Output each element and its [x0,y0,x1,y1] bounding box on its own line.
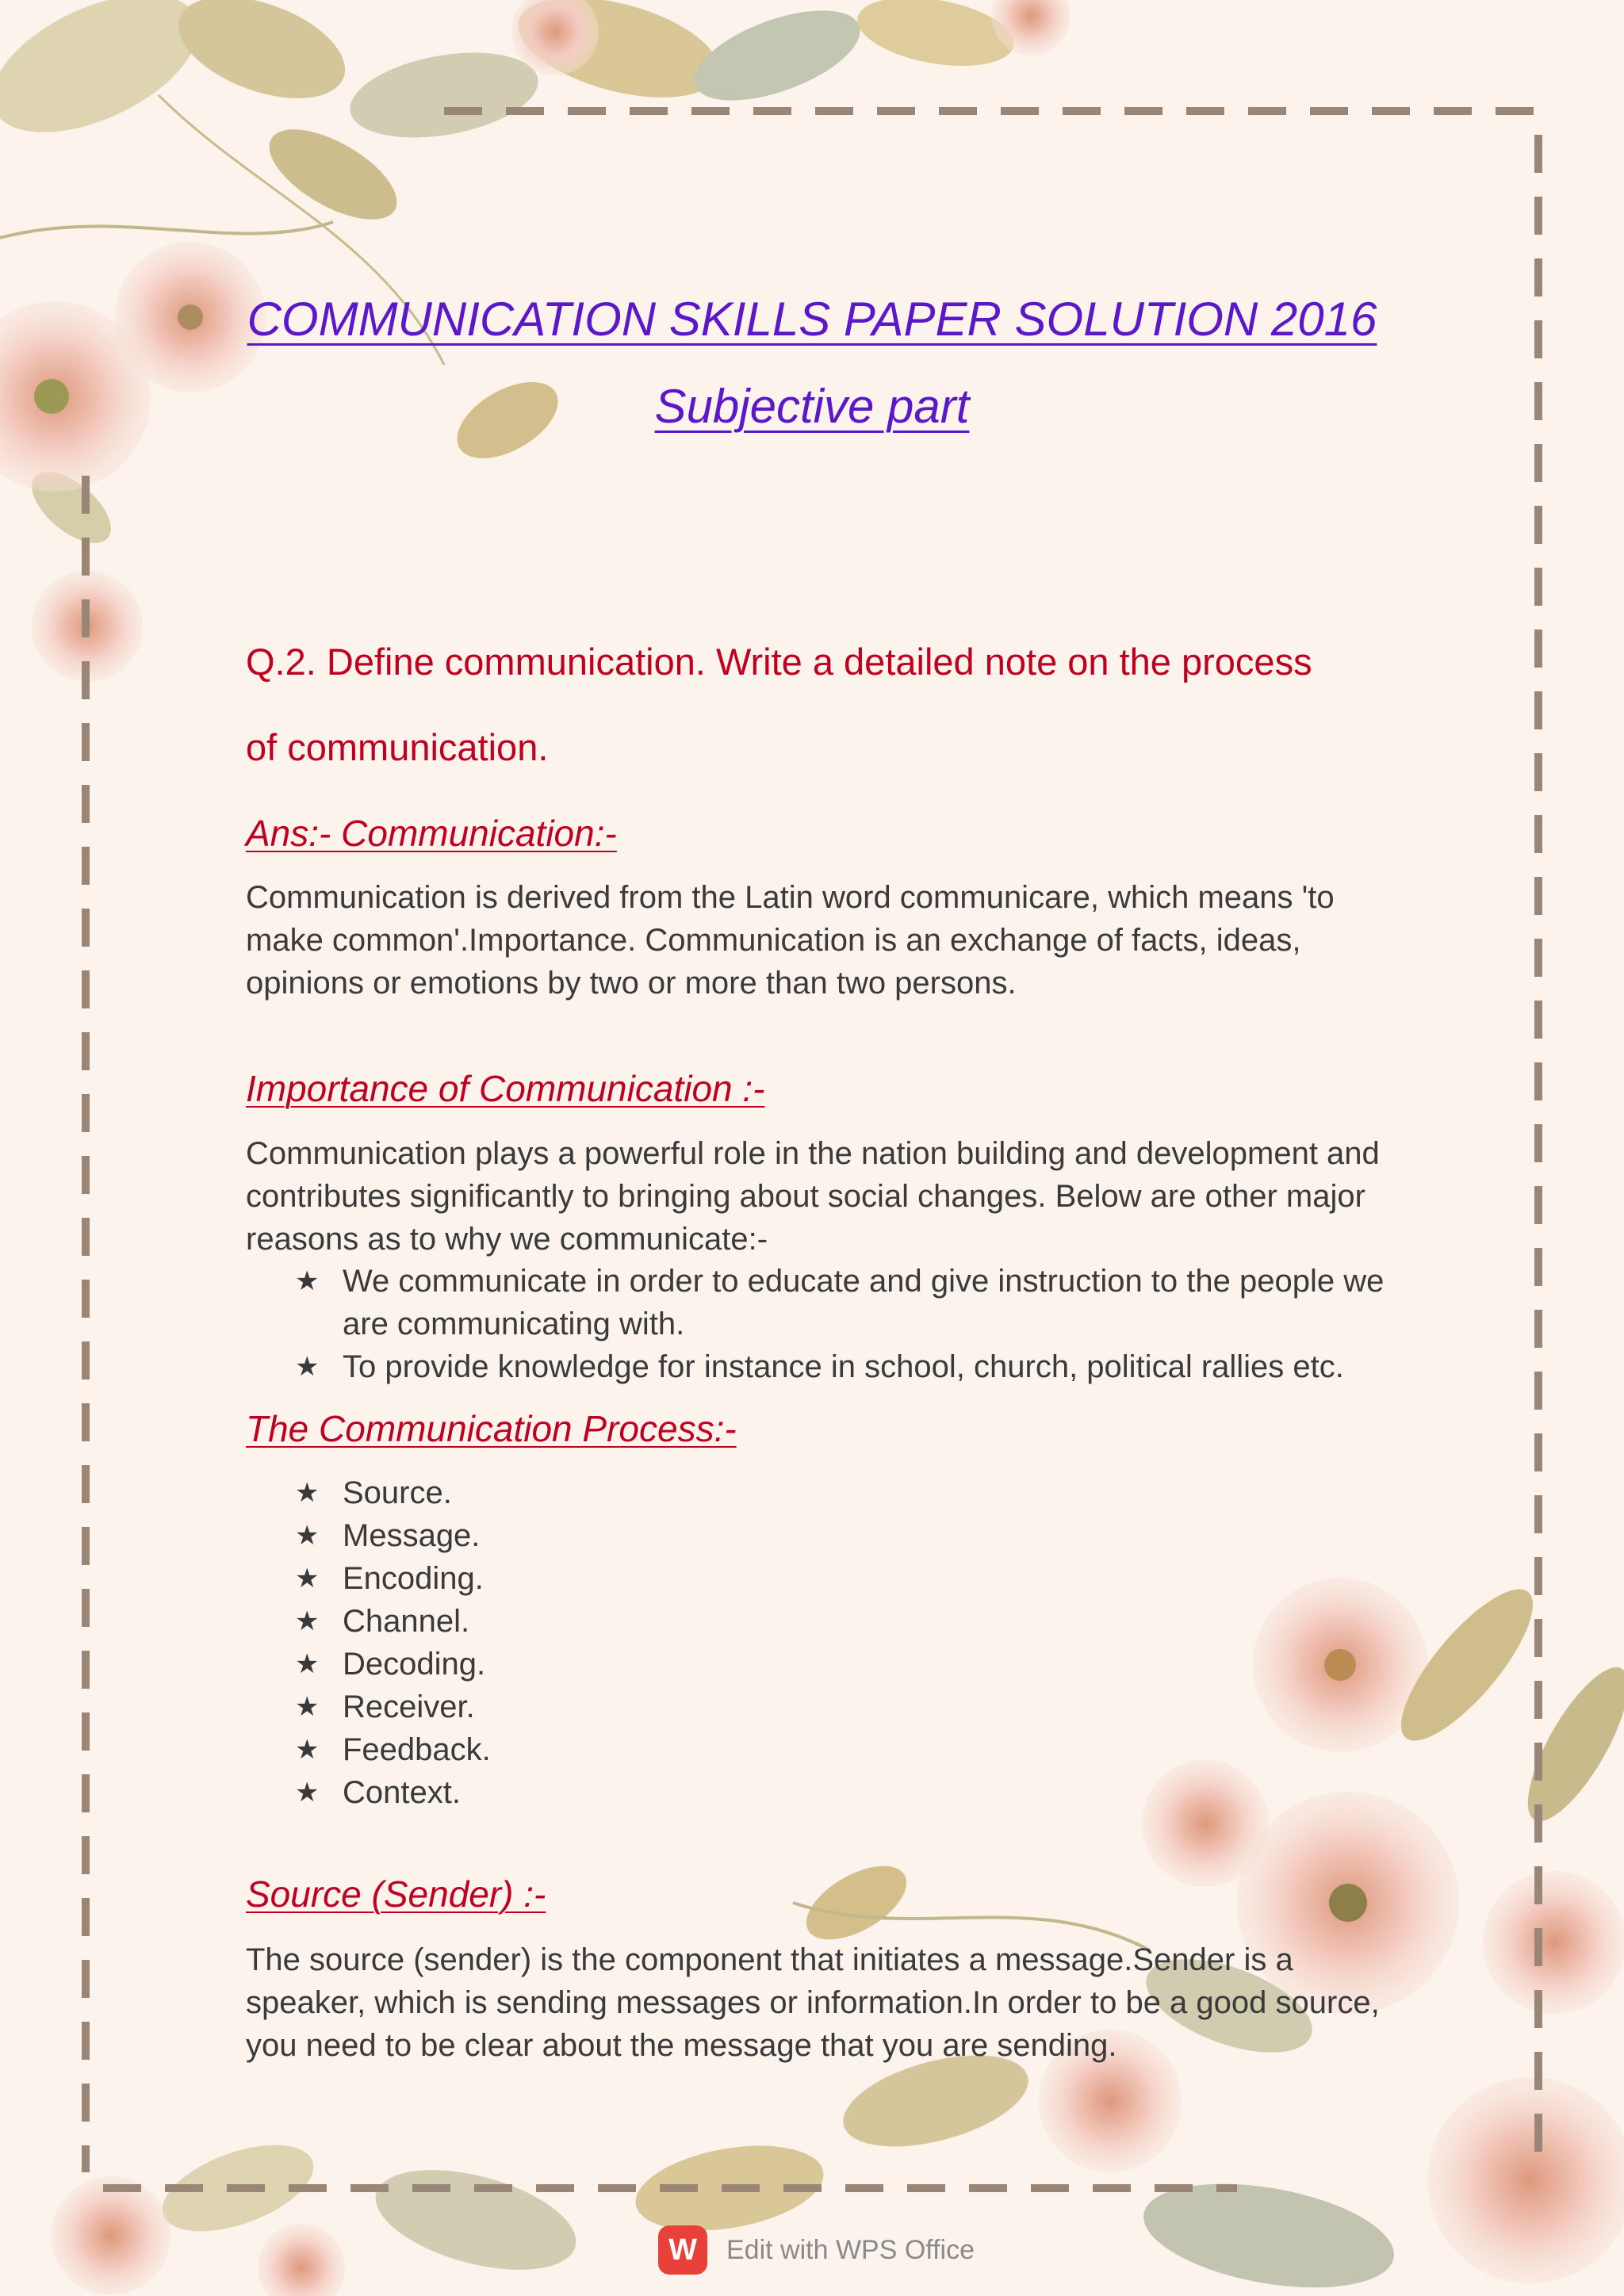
importance-paragraph: Communication plays a powerful role in the nation building and development and contributes significantly to bringing about social changes. Below are other major reasons as to why we communicate:- [246,1136,1380,1257]
ans-heading: Ans:- Communication:- [246,813,617,854]
list-item: ★ Decoding. [246,1643,1411,1686]
star-icon: ★ [295,1265,320,1297]
list-item: ★ Encoding. [246,1557,1411,1600]
list-item: ★ Context. [246,1771,1411,1814]
list-item: ★ Message. [246,1514,1411,1557]
importance-list [246,1260,1411,1388]
star-icon: ★ [295,1520,320,1552]
star-icon: ★ [295,1605,320,1637]
list-item: ★ To provide knowledge for instance in school, church, political rallies etc. [246,1345,1411,1388]
list-item: ★ Source. [246,1471,1411,1514]
wps-edit-text: Edit with WPS Office [726,2234,975,2265]
document-subtitle: Subjective part [654,380,970,433]
wps-edit-link[interactable] [658,2225,975,2275]
star-icon: ★ [295,1691,320,1723]
source-heading: Source (Sender) :- [246,1873,546,1915]
ans-paragraph: Communication is derived from the Latin word communicare, which means 'to make common'.Importance. Communication is an exchange of facts, ideas, opinions or emotions by two or more than two persons. [246,880,1335,1001]
process-list [246,1471,1411,1814]
question-line-1: Q.2. Define communication. Write a detailed note on the process [246,641,1312,683]
wps-logo-icon: W [658,2225,707,2275]
list-item: ★ Receiver. [246,1686,1411,1728]
process-heading: The Communication Process:- [246,1408,737,1449]
star-icon: ★ [295,1351,320,1383]
star-icon: ★ [295,1734,320,1766]
star-icon: ★ [295,1477,320,1509]
star-icon: ★ [295,1777,320,1808]
document-title: COMMUNICATION SKILLS PAPER SOLUTION 2016 [247,293,1377,346]
importance-heading: Importance of Communication :- [246,1068,765,1109]
list-item: ★ Feedback. [246,1728,1411,1771]
source-paragraph: The source (sender) is the component that initiates a message.Sender is a speaker, which is sending messages or information.In order to be a good source, you need to be clear about the message that you are sending. [246,1942,1380,2063]
list-item: ★ We communicate in order to educate and give instruction to the people we are communicating with. [246,1260,1411,1345]
star-icon: ★ [295,1563,320,1594]
list-item: ★ Channel. [246,1600,1411,1643]
question-line-2: of communication. [246,726,549,768]
star-icon: ★ [295,1648,320,1680]
